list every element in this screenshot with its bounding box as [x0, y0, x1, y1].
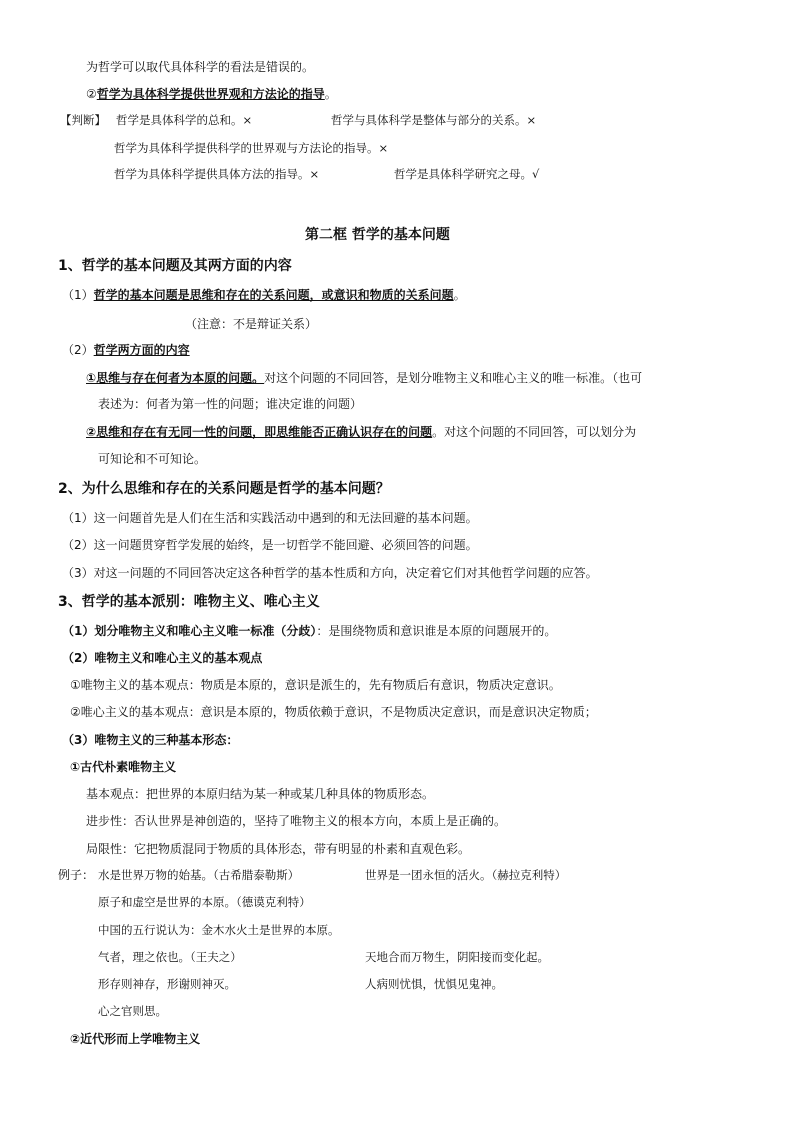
heading-1: 1、哲学的基本问题及其两方面的内容	[58, 258, 292, 274]
judge-item: 哲学为具体科学提供科学的世界观与方法论的指导。×	[114, 141, 389, 155]
subheading: ②近代形而上学唯物主义	[70, 1032, 201, 1046]
key-point: 哲学两方面的内容	[93, 343, 190, 357]
note: （注意：不是辩证关系）	[185, 317, 318, 331]
list-item: （2）这一问题贯穿哲学发展的始终，是一切哲学不能回避、必须回答的问题。	[62, 538, 478, 552]
text-span: 。对这个问题的不同回答，可以划分为	[432, 425, 637, 439]
text-span: 。	[324, 87, 337, 101]
item-number: （1）	[62, 288, 94, 302]
text-line: ②唯心主义的基本观点：意识是本原的，物质依赖于意识，不是物质决定意识，而是意识决定物质；	[70, 705, 597, 719]
text-span: 。	[453, 288, 466, 302]
example-quote: 水是世界万物的始基。（古希腊泰勒斯）	[98, 868, 300, 882]
text-line: 为哲学可以取代具体科学的看法是错误的。	[86, 60, 315, 74]
subheading: （3）唯物主义的三种基本形态：	[62, 733, 239, 747]
judge-item: 哲学为具体科学提供具体方法的指导。×	[114, 167, 320, 181]
text-line: 可知论和不可知论。	[98, 452, 207, 466]
text-line: 局限性：它把物质混同于物质的具体形态，带有明显的朴素和直观色彩。	[86, 842, 471, 856]
key-point: （1）划分唯物主义和唯心主义唯一标准（分歧）	[62, 624, 317, 638]
judge-item: 哲学是具体科学研究之母。√	[394, 167, 540, 181]
example-quote: 气者，理之依也。（王夫之）	[98, 950, 242, 964]
text-line: 基本观点：把世界的本原归结为某一种或某几种具体的物质形态。	[86, 787, 435, 801]
text-line	[62, 622, 556, 640]
example-quote: 天地合而万物生，阴阳接而变化起。	[365, 950, 549, 964]
example-quote: 中国的五行说认为：金木水火土是世界的本原。	[98, 923, 340, 937]
text-span: 对这个问题的不同回答，是划分唯物主义和唯心主义的唯一标准。（也可	[264, 371, 643, 385]
text-span: ：是围绕物质和意识谁是本原的问题展开的。	[316, 624, 557, 638]
text-line	[86, 369, 642, 387]
list-item: （3）对这一问题的不同回答决定这各种哲学的基本性质和方向，决定着它们对其他哲学问题的应答。	[62, 566, 598, 580]
text-line: ①唯物主义的基本观点：物质是本原的，意识是派生的，先有物质后有意识，物质决定意识。	[70, 678, 561, 692]
circled-number: ②	[86, 87, 97, 101]
judge-label: 【判断】	[60, 113, 106, 127]
text-line	[62, 286, 466, 304]
subheading: （2）唯物主义和唯心主义的基本观点	[62, 651, 263, 665]
judge-item: 哲学与具体科学是整体与部分的关系。×	[331, 113, 537, 127]
example-quote: 人病则忧惧，忧惧见鬼神。	[365, 977, 503, 991]
subheading: ①古代朴素唯物主义	[70, 760, 177, 774]
section-title: 第二框 哲学的基本问题	[305, 227, 450, 243]
text-line	[86, 85, 337, 103]
list-item: （1）这一问题首先是人们在生活和实践活动中遇到的和无法回避的基本问题。	[62, 511, 478, 525]
key-point: ①思维与存在何者为本原的问题。	[86, 371, 265, 385]
example-quote: 原子和虚空是世界的本原。（德谟克利特）	[98, 895, 311, 909]
judge-item: 哲学是具体科学的总和。×	[116, 113, 253, 127]
text-line	[86, 423, 636, 441]
heading-3: 3、哲学的基本派别：唯物主义、唯心主义	[58, 594, 320, 610]
example-quote: 形存则神存，形谢则神灭。	[98, 977, 236, 991]
example-quote: 心之官则思。	[98, 1004, 167, 1018]
heading-2: 2、为什么思维和存在的关系问题是哲学的基本问题？	[58, 481, 390, 497]
text-line	[62, 341, 190, 359]
key-point: 哲学的基本问题是思维和存在的关系问题，或意识和物质的关系问题	[93, 288, 454, 302]
examples-label: 例子：	[58, 868, 95, 882]
example-quote: 世界是一团永恒的活火。（赫拉克利特）	[365, 868, 567, 882]
text-line: 表述为：何者为第一性的问题；谁决定谁的问题）	[98, 397, 363, 411]
item-number: （2）	[62, 343, 94, 357]
text-line: 进步性：否认世界是神创造的，坚持了唯物主义的根本方向，本质上是正确的。	[86, 814, 507, 828]
key-point: ②思维和存在有无同一性的问题，即思维能否正确认识存在的问题	[86, 425, 433, 439]
key-point: 哲学为具体科学提供世界观和方法论的指导	[96, 87, 325, 101]
